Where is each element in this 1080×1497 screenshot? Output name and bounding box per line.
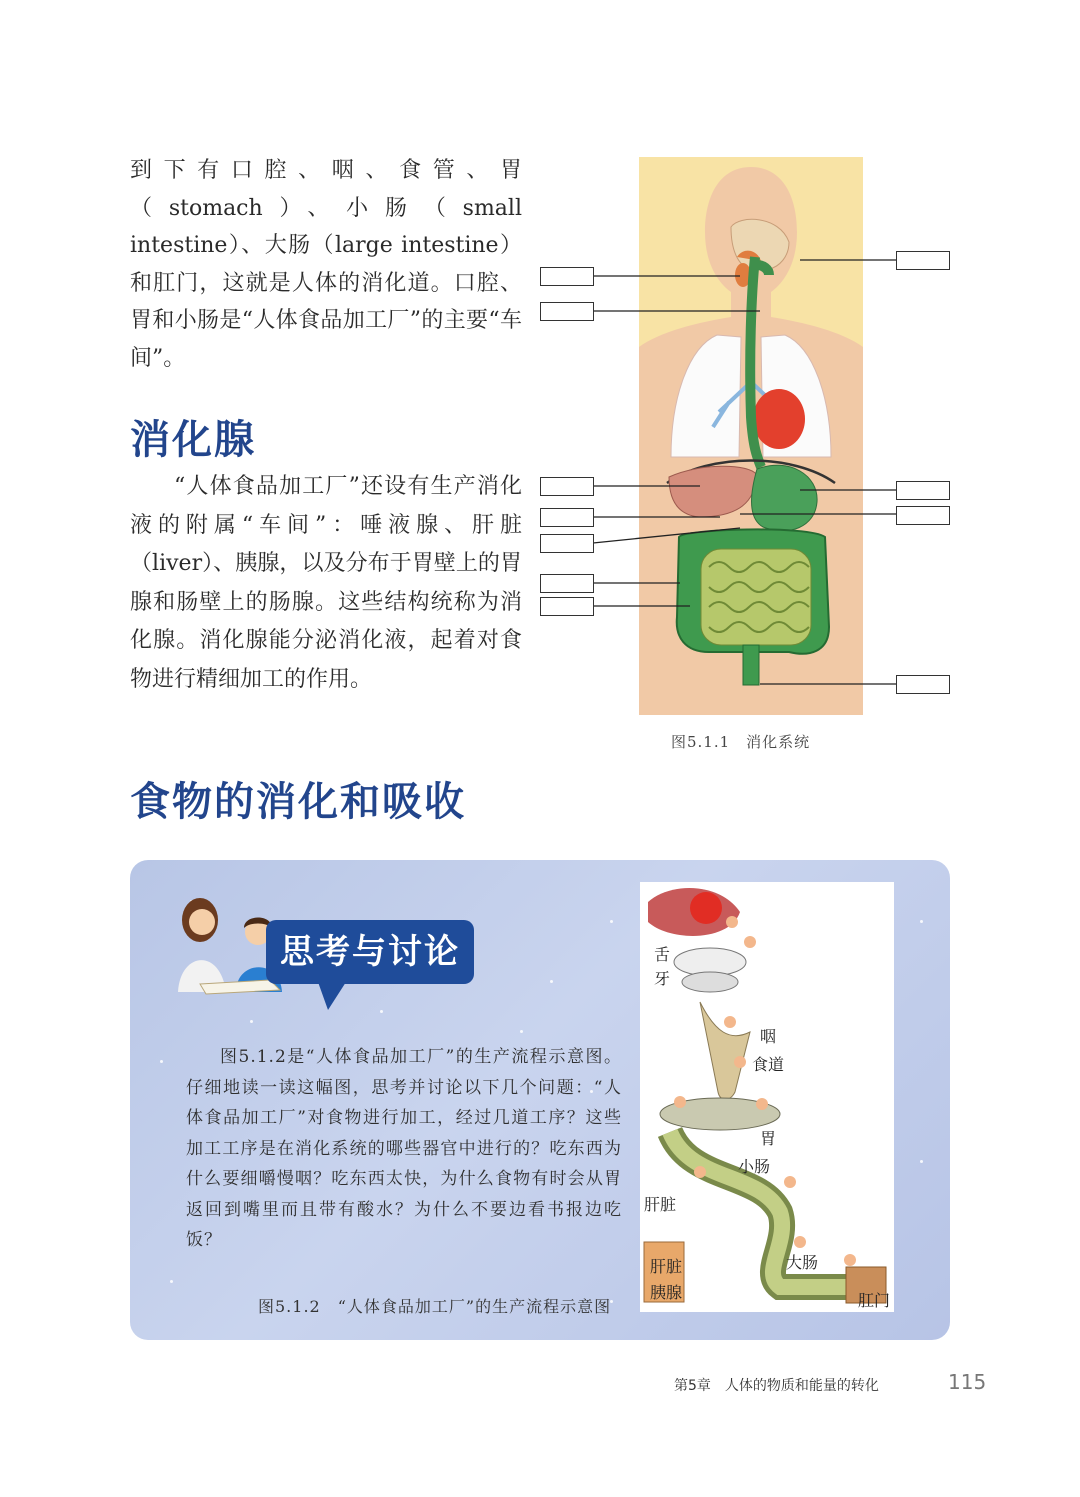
- label-box-blank[interactable]: [540, 508, 594, 527]
- footer-page-number: 115: [948, 1370, 987, 1394]
- label-box-blank[interactable]: [540, 534, 594, 553]
- label-pharynx: 咽: [760, 1027, 777, 1046]
- label-esophagus: 食道: [752, 1055, 785, 1074]
- label-box-blank[interactable]: [896, 675, 950, 694]
- label-box-blank[interactable]: [896, 506, 950, 525]
- food-factory-illustration: [640, 882, 894, 1312]
- label-box-blank[interactable]: [540, 302, 594, 321]
- label-tongue: 舌: [654, 945, 671, 964]
- label-liver-building: 肝脏: [650, 1257, 683, 1276]
- label-box-blank[interactable]: [896, 251, 950, 270]
- label-box-blank[interactable]: [540, 597, 594, 616]
- label-large-intestine: 大肠: [786, 1253, 819, 1272]
- label-stomach: 胃: [760, 1129, 777, 1148]
- discussion-paragraph: 图5.1.2是“人体食品加工厂”的生产流程示意图。仔细地读一读这幅图，思考并讨论以下几个问题：“人体食品加工厂”对食物进行加工，经过几道工序？这些加工工序是在消化系统的哪些器官中进行的？吃东西为什么要细嚼慢咽？吃东西太快，为什么食物有时会从胃返回到嘴里而且带有酸水？为什么不要边看书报边吃饭？: [186, 1047, 622, 1250]
- figure2-caption: 图5.1.2 “人体食品加工厂”的生产流程示意图: [258, 1297, 612, 1316]
- digestive-glands-paragraph: “人体食品加工厂”还设有生产消化液的附属“车间”：唾液腺、肝脏（liver）、胰腺，以及分布于胃壁上的胃腺和肠壁上的肠腺。这些结构统称为消化腺。消化腺能分泌消化液，起着对食物进行精细加工的作用。: [130, 474, 522, 692]
- label-teeth: 牙: [654, 969, 671, 988]
- food-digestion-heading: 食物的消化和吸收: [130, 779, 466, 825]
- think-discuss-banner: 思考与讨论: [266, 920, 474, 984]
- label-liver: 肝脏: [644, 1195, 677, 1214]
- digestive-system-illustration: [639, 157, 863, 715]
- label-box-blank[interactable]: [540, 574, 594, 593]
- label-box-blank[interactable]: [896, 481, 950, 500]
- digestive-glands-heading: 消化腺: [130, 417, 256, 463]
- intro-paragraph: 到下有口腔、咽、食管、胃（stomach）、小肠（small intestine）、大肠（large intestine）和肛门，这就是人体的消化道。口腔、胃和小肠是“人体食品加工厂”的主要“车间”。: [130, 158, 522, 371]
- label-box-blank[interactable]: [540, 477, 594, 496]
- figure1-caption: 图5.1.1 消化系统: [671, 733, 811, 751]
- label-box-blank[interactable]: [540, 267, 594, 286]
- banner-tail: [318, 982, 346, 1010]
- label-small-intestine: 小肠: [738, 1157, 771, 1176]
- label-anus: 肛门: [858, 1291, 891, 1310]
- footer-chapter-title: 第5章 人体的物质和能量的转化: [674, 1378, 879, 1394]
- label-pancreas: 胰腺: [650, 1283, 683, 1302]
